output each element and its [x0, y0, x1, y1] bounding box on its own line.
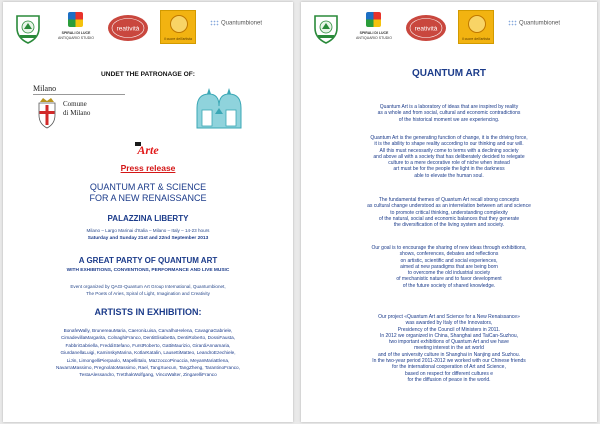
ideas-logo	[458, 10, 494, 44]
shield-logo-icon	[313, 14, 339, 44]
venue-address: Milano – Largo Marinai d'Italia – Milano – Italy – 14-23 hours	[86, 228, 210, 233]
venue-title: PALAZZINA LIBERTY	[107, 214, 189, 223]
ideas-logo	[160, 10, 196, 44]
artists-line: GiurdanellaLuigi, KaminskyMarina, KotlarKatalin, LausettiMatteo, LeandroEzechiele,	[60, 350, 236, 356]
left-page	[3, 2, 293, 422]
artists-line: TestaAlessandro, TretthakWolfgang, VincoWalter, ZingarelliFranco	[79, 372, 217, 378]
organizers: Event organized by QAGI-Quantum Art Group International, Quantumbionet, The Poets of Aries, Spiral of Light, Imagination and Creativity	[70, 284, 226, 296]
patronage-heading: UNDET THE PATRONAGE OF:	[101, 71, 195, 78]
artists-line: NavarraMassimo, PregnolatoMassimo, Rael, TangXuecun, TangZheng, TarantinoFranco,	[56, 365, 240, 371]
spirali-logo-icon	[366, 12, 381, 27]
paragraph-3: The fundamental themes of Quantum Art recall strong concepts as cultural change understood as an interrelation between art and science to promote critical thinking, understanding complexity of the natural, social and economic balances that they generate the diversification of the living system and society.	[367, 197, 531, 229]
arte-logo-text: Arte	[137, 143, 159, 157]
spirali-logo-subtext: ANTIQUARIO STUDIO	[58, 36, 94, 40]
building-logo-icon	[193, 86, 245, 130]
milano-crest-icon	[35, 97, 59, 129]
milano-logo-text: Milano	[33, 84, 57, 93]
spirali-logo-text: SPIRALI DI LUCE	[359, 31, 389, 35]
quantumbionet-logo	[210, 20, 280, 34]
reativita-logo-text: reatività	[116, 25, 140, 33]
party-title: A GREAT PARTY OF QUANTUM ART	[78, 256, 218, 265]
paragraph-4: Our goal is to encourage the sharing of new ideas through exhibitions, shows, conferences, debates and reflections on artistic, scientific and social experiences, aimed at new paradigms that are being born to overcome the old industrial society of mechanistic nature and to favor development of the future society of shared knowledge.	[371, 245, 527, 289]
artists-line: FabbriGabriella, FreddiStefano, FurstRoberto, GattiMaurizio, GirardiAnnamaria,	[65, 342, 231, 348]
quantumbionet-dots-icon	[508, 20, 517, 26]
press-release-title: Press release	[120, 163, 176, 173]
spirali-logo-subtext: ANTIQUARIO STUDIO	[356, 36, 392, 40]
spirali-logo	[356, 10, 392, 48]
spirali-logo	[58, 10, 94, 48]
spirali-logo-text: SPIRALI DI LUCE	[61, 31, 91, 35]
comune-text: Comune di Milano	[63, 100, 91, 117]
reativita-logo	[107, 14, 149, 42]
paragraph-2: Quantum Art is the generating function of change, it is the driving force, it is the ability to shape reality according to our thinking and our will. All this must necessarily come to terms with a declining society and above all with a society that has deliberately decided to relegate culture to a mere decorative role of niche when instead art must be for the people the light in the darkness able to elevate the human soul.	[370, 135, 528, 179]
quantumbionet-logo-text: Quantumbionet	[221, 20, 263, 27]
right-logo-bar	[301, 8, 597, 54]
sun-icon	[468, 15, 486, 33]
ideas-logo-text: il cuore dell'artista	[462, 37, 490, 41]
quantumbionet-logo	[508, 20, 578, 34]
event-title: QUANTUM ART & SCIENCE FOR A NEW RENAISSANCE	[89, 182, 207, 203]
event-dates: Saturday and Sunday 21st and 22nd September 2013	[87, 236, 209, 241]
artists-line: LiJin, LimongelliPierpaolo, MapelliItalo, MazzoccoPinuccia, MeyanMariaElena,	[66, 357, 230, 363]
quantumbionet-dots-icon	[210, 20, 219, 26]
shield-logo-icon	[15, 14, 41, 44]
party-subtitle: WITH EXHIBITIONS, CONVENTIONS, PERFORMANCE AND LIVE MUSIC	[66, 268, 230, 273]
left-logo-bar	[3, 8, 293, 54]
sun-icon	[170, 15, 188, 33]
reativita-logo-text: reatività	[414, 25, 438, 33]
artists-title: ARTISTS IN EXHIBITION:	[94, 307, 202, 317]
artists-line: BonafeWally, BrunereauMaria, CaeroniLuisa, CarvalhoHelena, CavagnaGabriele,	[63, 328, 233, 333]
spirali-logo-icon	[68, 12, 83, 27]
reativita-logo	[405, 14, 447, 42]
artists-line: CimadevillaMargarita, ColnaghiFranco, DentiElisabetta, DentiRoberto, DossiFausta,	[60, 335, 236, 341]
artists-list	[3, 327, 293, 379]
comune-di-milano-logo	[33, 84, 125, 132]
arte-logo	[133, 138, 163, 158]
paragraph-1: Quantum Art is a laboratory of ideas that are inspired by reality as a whole and from social, cultural and economic contradictions of the historical moment we are experiencing.	[377, 104, 521, 123]
quantumbionet-logo-text: Quantumbionet	[519, 20, 561, 27]
right-page	[301, 2, 597, 422]
quantum-art-title: QUANTUM ART	[411, 68, 487, 79]
paragraph-5: Our project «Quantum Art and Science for a New Renaissance» was awarded by Italy of the Innovators, Presidency of the Council of Ministers in 2011. In 2012 we organized in China, Shanghai and TaiCan-Suzhou, two important exhibitions of Quantum Art and we have meeting interest in the art world and of the university culture in Shanghai in Nanjing and Suzhou. In the two-year period 2011-2012 we worked with our Chinese friends for the international cooperation of Art and Science, based on respect for different cultures e for the diffusion of peace in the world.	[372, 314, 526, 383]
ideas-logo-text: il cuore dell'artista	[164, 37, 192, 41]
